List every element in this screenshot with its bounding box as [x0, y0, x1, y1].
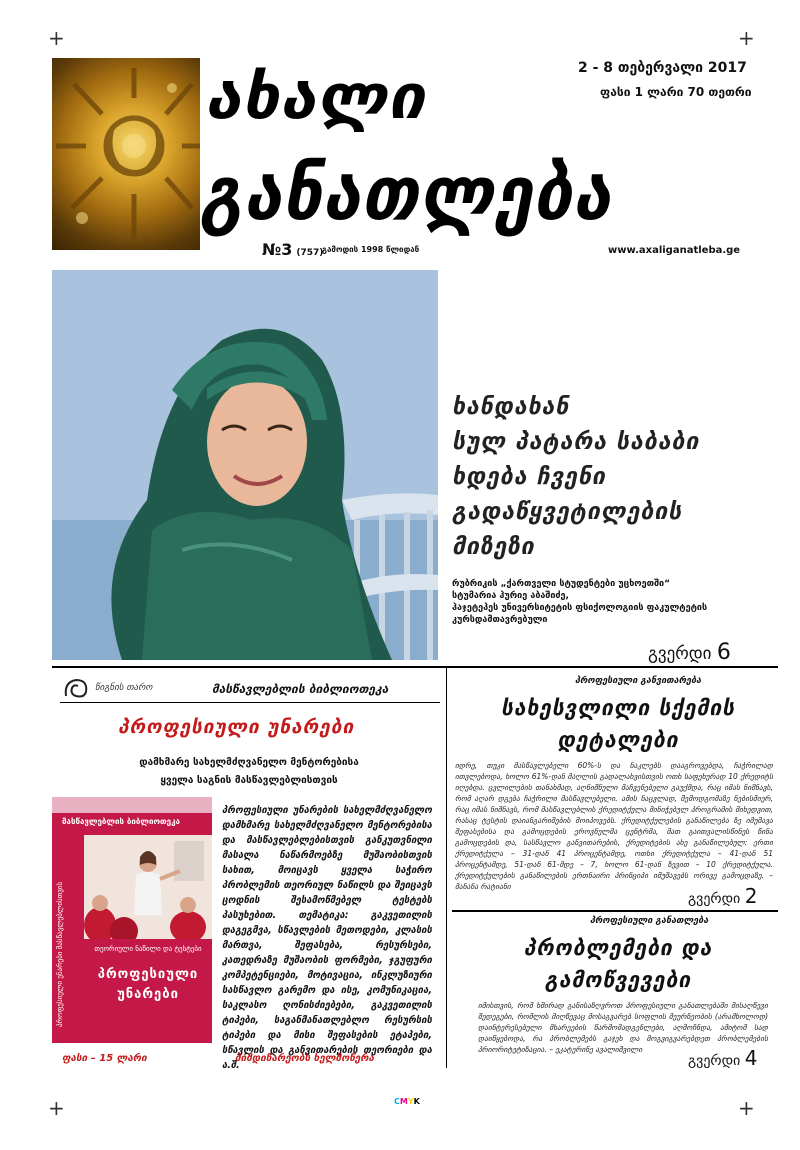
book-authors: თეორიული ნაწილი და ტესტები	[94, 945, 202, 953]
page-label: გვერდი	[688, 1053, 741, 1069]
brand-text: წიგნის თარო	[95, 683, 153, 693]
issue-total: (757)	[296, 248, 324, 258]
book-price: ფასი – 15 ლარი	[62, 1053, 147, 1064]
registration-mark-icon: +	[48, 26, 65, 50]
cmyk-c: C	[394, 1097, 400, 1106]
lead-headline[interactable]	[452, 390, 772, 565]
cmyk-y: Y	[407, 1097, 414, 1106]
byline-line: კურსდამთავრებული	[452, 615, 548, 625]
book-name-line: უნარები	[117, 987, 179, 1002]
book-band-text: მასწავლებლის ბიბლიოთეკა	[62, 817, 180, 826]
masthead-title-bottom: განათლება	[200, 151, 612, 237]
website-link[interactable]: www.axaliganatleba.ge	[608, 245, 741, 256]
book-name-line: პროფესიული	[97, 967, 199, 982]
article-title[interactable]	[458, 932, 778, 996]
description-topics-label: თემატიკა:	[298, 910, 349, 921]
article-body: იმისთვის, რომ ხშირად განისაზღვროთ პროფესიული განათლებაში მისაღწევი შედეგები, რომლის მიღწევაც მოსაგვარებ სოფლის მეურნეობის (არამხოლოდ) დაინტერესებული მხარეების წარმომადგენლები, აღმოჩნდა, ამიტომ სად დაიწყებოდა, რა პრობლემებს გაჯეხ და მოგვიგვარებდეთ პრობლემების პრიორიტეტიზაცია. – ეკატერინე ავალიშვილი	[478, 1001, 768, 1054]
library-subtitle-line: დამხმარე სახელმძღვანელო მენტორებისა	[139, 757, 359, 768]
registration-mark-icon: +	[738, 26, 755, 50]
book-cover-illustration	[84, 835, 212, 939]
library-subtitle	[60, 754, 438, 790]
lead-byline	[452, 578, 762, 626]
byline-line: ჰაჯეტეპეს უნივერსიტეტის ფსიქოლოგიის ფაკულტეტის	[452, 603, 708, 613]
description-topics: გაკვეთილის დაგეგმვა, სწავლების მეთოდები, კლასის მართვა, შეფასება, რესურსები, კათედრაზე მუშაობის ფორმები, ჯგუფური კომპეტენციები, მოტივაცია, ინკლუზიური სასწავლო გარემო და ისე, კომუნიკაცია, საკლასო ღონისძიებები, გაკვეთილის ტიპები, საგანმანათლებლო რესურსის ტიპები და მისი შეფასების ეტაპები, სწავლის და განვითარების თეორიები და ა.შ.	[222, 910, 433, 1071]
headline-line: ხანდახან	[452, 394, 570, 420]
registration-mark-icon: +	[48, 1096, 65, 1120]
column-divider	[446, 668, 447, 1068]
subscription-notice[interactable]: მიმდინარეობს ხელმოწერა	[235, 1053, 375, 1064]
page-reference-6[interactable]	[648, 640, 731, 665]
article-rubric: პროფესიული განათლება	[590, 916, 709, 926]
book-shelf-logo-icon	[62, 676, 92, 700]
masthead-title-top: ახალი	[205, 60, 426, 133]
page-number: 6	[716, 640, 731, 665]
book-cover[interactable]	[52, 797, 212, 1043]
headline-line: სულ პატარა საბაბი	[452, 429, 700, 455]
issue-number-value: №3	[262, 240, 293, 259]
cmyk-color-bar	[394, 1097, 420, 1106]
description-text: დამხმარე სახელმძღვანელო მენტორებისა და მასწავლებლებისთვის განკუთვნილი მასალა ნაწარმოებზე მუშაობისთვის სახით, მოიცავს ყველა საჭირო პრობლემის თეორიულ ნაწილს და შეიცავს ცოდნის შესამოწმებელ ტესტებს პასუხებით.	[222, 820, 432, 921]
cmyk-k: K	[413, 1097, 420, 1106]
byline-line: რუბრიკის „ქართველი სტუდენტები უცხოეთში“	[452, 579, 671, 589]
page-label: გვერდი	[688, 891, 741, 907]
article-title-line: გამოწვევები	[544, 968, 692, 992]
issue-date: 2 - 8 თებერვალი 2017	[578, 60, 747, 76]
registration-mark-icon: +	[738, 1096, 755, 1120]
library-section-title: მასწავლებლის ბიბლიოთეკა	[212, 682, 389, 696]
book-spine-text: პროფესიული უნარები მასწავლებლისთვის	[56, 881, 64, 1027]
article-title[interactable]	[458, 692, 778, 756]
page-reference-4[interactable]	[688, 1046, 757, 1070]
masthead-logo-image	[52, 58, 200, 250]
library-title[interactable]: პროფესიული უნარები	[118, 716, 355, 738]
article-rubric: პროფესიული განვითარება	[575, 676, 702, 686]
page-reference-2[interactable]	[688, 884, 757, 908]
article-title-line: სახესვლილი სქემის	[500, 696, 736, 720]
page-number: 4	[744, 1046, 758, 1070]
headline-line: გადაწყვეტილების	[452, 499, 683, 525]
library-subtitle-line: ყველა საგნის მასწავლებლისთვის	[160, 775, 338, 786]
book-description	[222, 803, 432, 1073]
description-intro: პროფესიული უნარების სახელმძღვანელო	[222, 805, 432, 816]
book-name	[88, 965, 208, 1005]
byline-line: სტუმარია ჰურიე აბაშიძე,	[452, 591, 569, 601]
page-label: გვერდი	[648, 644, 712, 664]
headline-line: მიზეზი	[452, 534, 535, 560]
article-title-line: დეტალები	[557, 728, 679, 752]
since-label: გამოდის 1998 წლიდან	[322, 245, 420, 254]
article-body: იდრე, თუკი მასწავლებელი 60%-ს და ნაკლებს დააგროვებდა, ჩაჭრილად ითვლებოდა, ხოლო 61%-დან მაღლის გადალახვისთვის ოთხ საფეხურად 10 ქრედიტს იღებდა. ცვლილების თანახმად, აღნიშნული მაჩვენებელი გაუქმდა, რაც იმას ნიშნავს, რომ აღარ დგება ჩაჭრილი მასწავლებელი. ამის ნაცვლად, შემოდგომაზე ნებისმიერ, რაც იმას ნიშნავს, რომ მასწავლებლის ქრედიტქულა მინიჭებულ პროგრამის მიხედვით, რასაც ტესტის დაიანგარიშების მოიპოვებს. ქრედიტქულების განაწილება ზე იმუშავა შეფასებისა და გამოცდების ეროვნულმა ცენტრმა, მათ გაითვალისწინეს წინა გამოცდების და, სასწავლო განვითარების, ქრედიტების ახე განაწილებულ: ერთი ქრედიტქულა – 31-დან 41 პროცენტამდე, ოთხი ქრედიტქულა – 41-დან 51 პროცენტამდე, 51-დან 61-მდე – 7, ხოლო 61-დან ზევით – 10 ქრედიტქულა. ქრედიტქულების განაწილების ერთნაირი პრინციპი იმუშავებს ორივე გამოცდაზე. – მანანა რატიანი	[455, 761, 773, 891]
cmyk-m: M	[399, 1097, 408, 1106]
issue-price: ფასი 1 ლარი 70 თეთრი	[600, 85, 752, 99]
lead-photo	[52, 270, 438, 660]
headline-line: ხდება ჩვენი	[452, 464, 606, 490]
page-number: 2	[744, 884, 758, 908]
issue-number	[262, 240, 323, 259]
article-title-line: პრობლემები და	[523, 936, 713, 960]
